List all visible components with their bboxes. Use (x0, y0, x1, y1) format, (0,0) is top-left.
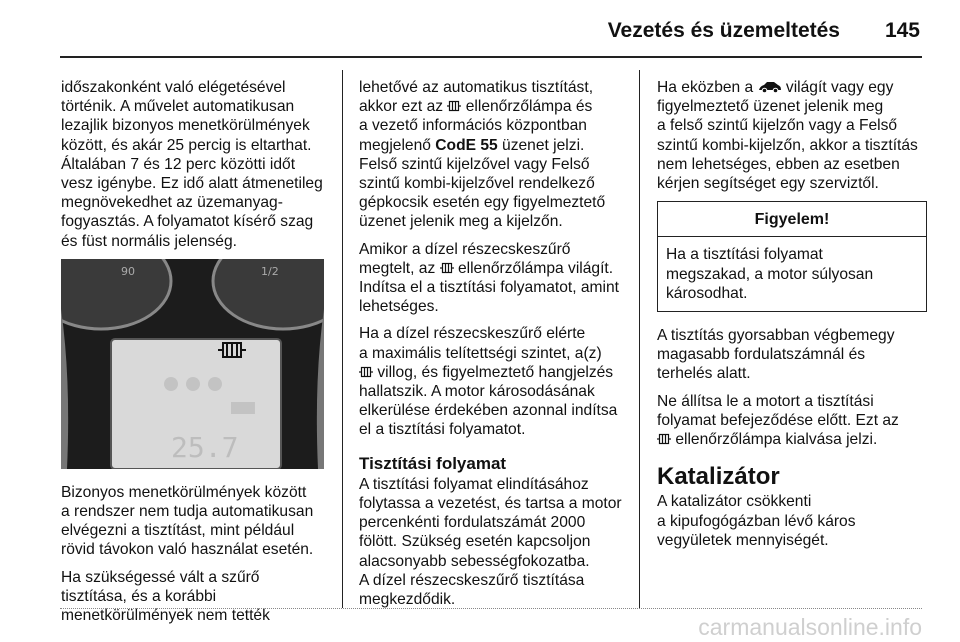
section-heading: Katalizátor (657, 463, 780, 491)
paragraph: Bizonyos menetkörülmények között a rendszer nem tudja automatikusan elvégezni a tisztítást, mint például rövid távokon való használat esetén. (61, 483, 314, 559)
warning-title: Figyelem! (658, 202, 926, 237)
gauge-left-label: 90 (121, 264, 135, 278)
column-divider (639, 70, 640, 608)
column-1 (61, 78, 327, 633)
page-header (0, 0, 960, 60)
paragraph: Ha szükségessé vált a szűrő tisztítása, és a korábbi menetkörülmények nem tették (61, 568, 270, 625)
paragraph: időszakonként való elégetésével történik. A művelet automatikusan lezajlik bizonyos menetkörülmények között, és akár 25 percig is eltarthat. Általában 7 és 12 perc közötti időt vesz igénybe. Ez idő alatt átmenetileg megnövekedhet az üzemanyag- fogyasztás. A folyamatot kísérő szag és füst normális jelenség. (61, 79, 323, 250)
instrument-cluster-photo (61, 259, 324, 469)
paragraph: A tisztítási folyamat elindításához folytassa a vezetést, és tartsa a motor percenkénti fordulatszámát 2000 fölött. Szükség esetén kapcsoljon alacsonyabb sebességfokozatba. A dízel részecskeszűrő tisztítása megkezdődik. (359, 475, 622, 609)
dpf-warning-icon (657, 432, 671, 446)
page-title: Vezetés és üzemeltetés (607, 19, 840, 42)
column-3 (657, 78, 927, 558)
paragraph: Ha a dízel részecskeszűrő elérte a maximális telítettségi szintet, a(z) villog, és figyelmeztető hangjelzés hallatszik. A motor károsodásának elkerülése érdekében azonnal indítsa el a tisztítási folyamatot. (359, 325, 618, 439)
footer-rule (60, 608, 922, 609)
paragraph: Ha eközben a világít vagy egy figyelmeztető üzenet jelenik meg a felső szintű kijelzőn vagy a Felső szintű kombi-kijelzőn, akkor a tisztítás nem lehetséges, ebben az esetben kérjen segítséget egy szerviztől. (657, 79, 918, 193)
paragraph: Amikor a dízel részecskeszűrő megtelt, az ellenőrzőlámpa világít. Indítsa el a tisztítási folyamatot, amint lehetséges. (359, 240, 620, 316)
section-heading: Tisztítási folyamat (359, 453, 507, 473)
gauge-right-label: 1/2 (261, 264, 279, 278)
car-service-icon (758, 81, 782, 93)
paragraph: Ne állítsa le a motort a tisztítási folyamat befejeződése előtt. Ezt az ellenőrzőlámpa kialvása jelzi. (657, 392, 899, 449)
paragraph: A tisztítás gyorsabban végbemegy magasabb fordulatszámnál és terhelés alatt. (657, 327, 895, 383)
page-number: 145 (884, 19, 920, 42)
header-rule (60, 56, 922, 58)
display-readout: 25.7 (171, 430, 239, 464)
warning-text: Ha a tisztítási folyamat megszakad, a motor súlyosan károsodhat. (666, 246, 874, 302)
watermark-text: carmanualsonline.info (698, 614, 922, 640)
dpf-warning-icon (218, 343, 246, 357)
warning-box (657, 201, 927, 312)
column-2 (359, 78, 625, 617)
paragraph: lehetővé az automatikus tisztítást, akkor ezt az ellenőrzőlámpa és a vezető információs központban megjelenő CodE 55 üzenet jelzi. Felső szintű kijelzővel vagy Felső szintű kombi-kijelzővel rendelkező gépkocsik esetén egy figyelmeztető üzenet jelenik meg a kijelzőn. (359, 79, 606, 231)
dpf-warning-icon (440, 261, 454, 275)
dpf-warning-icon (447, 99, 461, 113)
display-code: CodE 55 (435, 136, 498, 154)
column-divider (342, 70, 343, 608)
paragraph: A katalizátor csökkenti a kipufogógázban lévő káros vegyületek mennyiségét. (657, 493, 856, 549)
dpf-warning-icon (359, 365, 373, 379)
